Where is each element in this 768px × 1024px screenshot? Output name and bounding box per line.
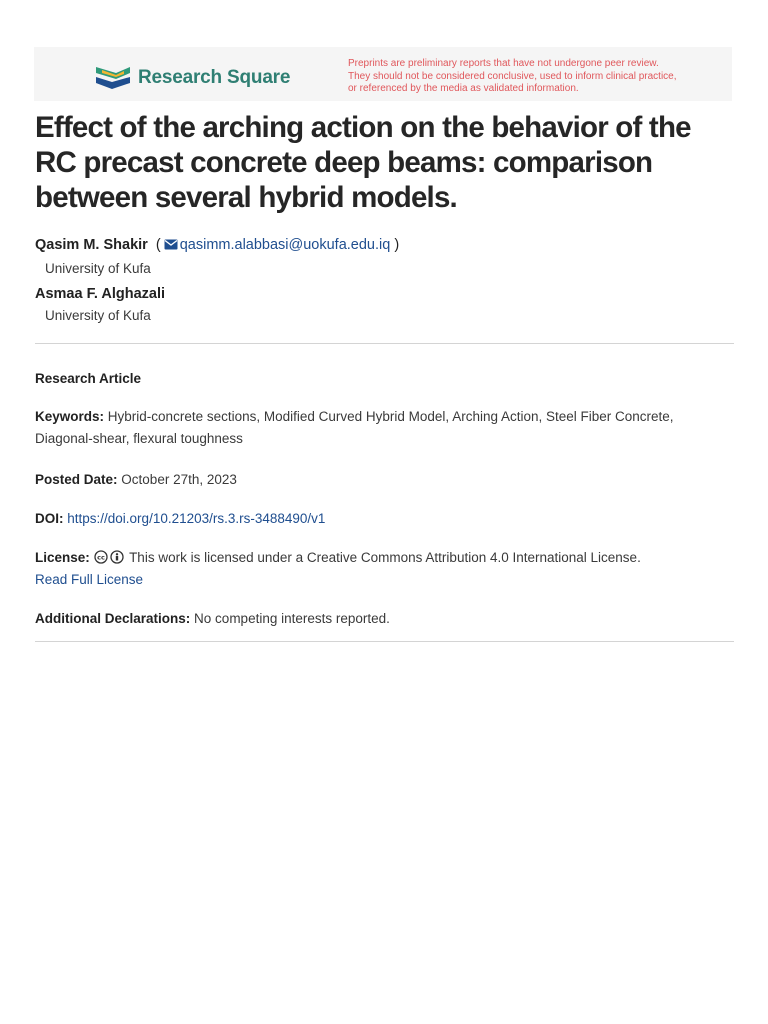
doi-link[interactable]: https://doi.org/10.21203/rs.3.rs-3488490/v1 bbox=[67, 511, 326, 526]
keywords-label: Keywords: bbox=[35, 409, 105, 424]
research-square-logo-icon bbox=[94, 64, 132, 92]
author-2 bbox=[35, 286, 165, 302]
divider bbox=[35, 641, 734, 642]
keywords-value: Hybrid-concrete sections, Modified Curved Hybrid Model, Arching Action, Steel Fiber Concrete, Diagonal-shear, flexural toughness bbox=[35, 409, 674, 446]
doi-label: DOI: bbox=[35, 511, 64, 526]
author-1: Qasim M. Shakir ( qasimm.alabbasi@uokufa.edu.iq ) bbox=[35, 237, 400, 253]
article-type-label: Research Article bbox=[35, 371, 142, 386]
notice-line: They should not be considered conclusive, used to inform clinical practice, bbox=[348, 70, 677, 82]
read-full-license-link[interactable]: Read Full License bbox=[35, 572, 144, 587]
notice-line: or referenced by the media as validated information. bbox=[348, 83, 579, 94]
author-affiliation: University of Kufa bbox=[45, 261, 151, 276]
cc-by-icon bbox=[110, 550, 124, 564]
header-banner bbox=[34, 47, 732, 101]
license-text: This work is licensed under a Creative Commons Attribution 4.0 International License. bbox=[129, 550, 641, 565]
article-type bbox=[35, 368, 735, 390]
author-name: Qasim M. Shakir bbox=[35, 237, 148, 253]
author-email-link[interactable]: qasimm.alabbasi@uokufa.edu.iq bbox=[179, 237, 391, 253]
posted-date bbox=[35, 469, 735, 491]
declarations-label: Additional Declarations: bbox=[35, 611, 191, 626]
svg-text:cc: cc bbox=[96, 553, 105, 562]
notice-line: Preprints are preliminary reports that have not undergone peer review. bbox=[348, 58, 659, 69]
research-square-logo[interactable] bbox=[94, 64, 290, 92]
doi bbox=[35, 508, 735, 530]
author-affiliation: University of Kufa bbox=[45, 308, 151, 323]
paper-title: Effect of the arching action on the behavior of the RC precast concrete deep beams: comparison between several hybrid models. bbox=[35, 111, 691, 214]
keywords bbox=[35, 406, 735, 450]
posted-date-label: Posted Date: bbox=[35, 472, 118, 487]
author-name: Asmaa F. Alghazali bbox=[35, 286, 166, 302]
cc-icon bbox=[94, 550, 108, 564]
declarations-value: No competing interests reported. bbox=[194, 611, 390, 626]
license-label: License: bbox=[35, 550, 90, 565]
divider bbox=[35, 343, 734, 344]
logo-text: Research Square bbox=[138, 67, 291, 88]
posted-date-value: October 27th, 2023 bbox=[121, 472, 237, 487]
additional-declarations bbox=[35, 608, 735, 630]
preprint-notice bbox=[348, 58, 677, 96]
license bbox=[35, 547, 735, 591]
envelope-icon bbox=[164, 239, 178, 250]
